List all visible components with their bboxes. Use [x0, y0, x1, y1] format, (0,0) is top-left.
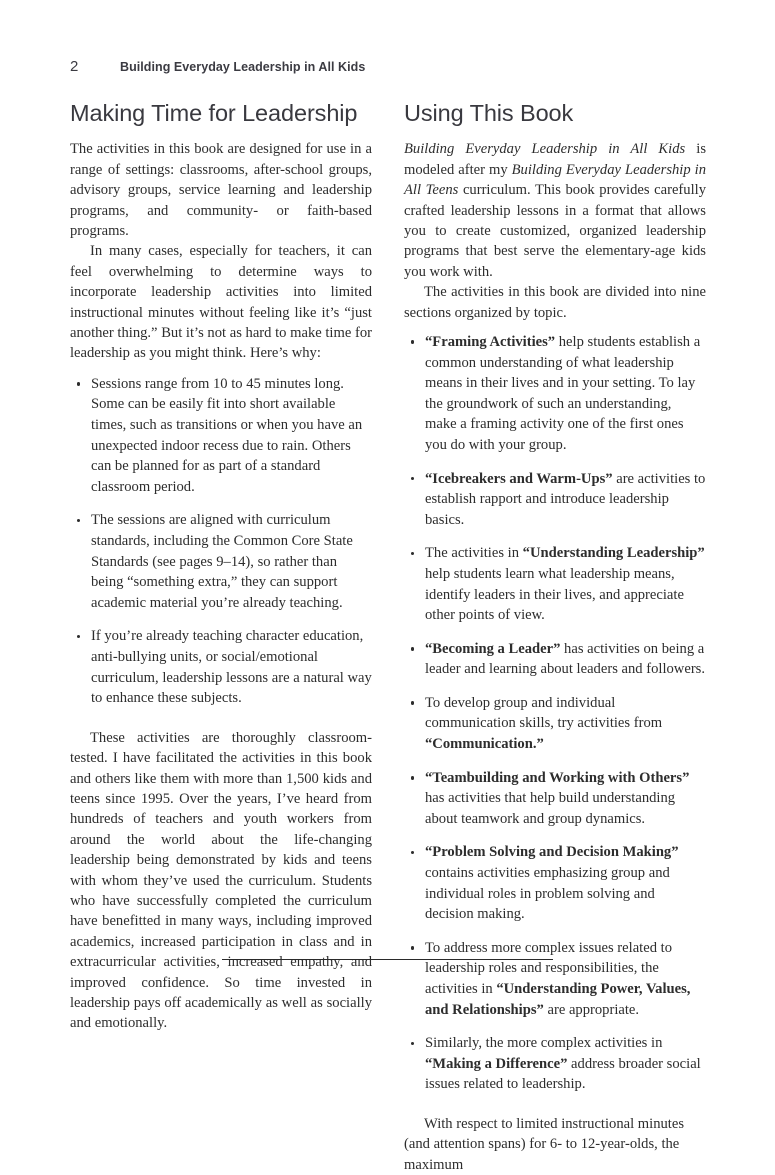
- list-item: [404, 1033, 706, 1095]
- page-number: 2: [70, 58, 79, 75]
- two-column-body: [70, 100, 706, 1173]
- section-name: “Making a Difference”: [425, 1055, 568, 1072]
- section-name: “Understanding Leadership”: [522, 545, 705, 562]
- list-item-text: help students learn what leadership means, identify leaders in their lives, and appreciate other points of view.: [425, 565, 684, 624]
- list-item-text: help students establish a common understanding of what leadership means in their lives and in your setting. To lay the groundwork of such an understanding, make a framing activity one of the first ones you do with your group.: [425, 333, 701, 453]
- left-paragraph-2: In many cases, especially for teachers, it can feel overwhelming to determine ways to incorporate leadership activities into limited instructional minutes without feeling like it’s “just another thing.” But it’s not as hard to make time for leadership as you might think. Here’s why:: [70, 243, 372, 362]
- list-item: [404, 693, 706, 755]
- left-column: [70, 100, 372, 1032]
- right-paragraph-3: With respect to limited instructional minutes (and attention spans) for 6- to 12-year-olds, the maximum: [404, 1115, 685, 1173]
- list-item-text: has activities that help build understanding about teamwork and group dynamics.: [425, 790, 676, 827]
- list-item: Sessions range from 10 to 45 minutes long. Some can be easily fit into short available times, such as transitions or when you have an unexpected indoor recess due to rain. Others can be planned for as part of a standard classroom period.: [70, 374, 372, 498]
- section-name: “Icebreakers and Warm-Ups”: [425, 470, 613, 487]
- list-item-text: are activities to establish rapport and introduce leadership basics.: [425, 470, 706, 528]
- book-title-kids: Building Everyday Leadership in All Kids: [404, 141, 686, 158]
- section-name: “Problem Solving and Decision Making”: [425, 844, 679, 861]
- right-column: [404, 100, 706, 1173]
- book-title-teens: Building Everyday Leadership in All Teens: [404, 161, 706, 199]
- list-item: [404, 543, 706, 625]
- list-item: The sessions are aligned with curriculum standards, including the Common Core State Standards (see pages 9–14), so rather than being “something extra,” they can support academic material you’re already teaching.: [70, 510, 372, 613]
- right-paragraph-1: [404, 139, 706, 282]
- footer-divider: [222, 959, 553, 960]
- right-paragraph-2: The activities in this book are divided into nine sections organized by topic.: [404, 284, 706, 321]
- left-paragraph-1: The activities in this book are designed for use in a range of settings: classrooms, after-school groups, advisory groups, service learning and leadership programs, and community- or faith-based programs.: [70, 141, 372, 239]
- list-item-prefix: To develop group and individual communication skills, try activities from: [425, 694, 663, 732]
- list-item: [404, 768, 706, 830]
- section-name: “Becoming a Leader”: [425, 640, 561, 657]
- section-name: “Teambuilding and Working with Others”: [425, 769, 690, 786]
- section-name: “Framing Activities”: [425, 333, 556, 350]
- list-item: [404, 639, 706, 680]
- section-name: “Understanding Power, Values, and Relationships”: [425, 981, 691, 1018]
- list-item-text: are appropriate.: [543, 1001, 640, 1018]
- list-item: [404, 938, 706, 1020]
- list-item: [404, 332, 706, 456]
- left-column-heading: Making Time for Leadership: [70, 100, 358, 126]
- left-bullet-list: [70, 374, 372, 709]
- section-name: “Communication.”: [425, 736, 544, 753]
- list-item-text: address broader social issues related to leadership.: [425, 1055, 701, 1093]
- list-item-text: contains activities emphasizing group and individual roles in problem solving and decision making.: [425, 865, 670, 923]
- list-item-prefix: The activities in: [425, 545, 523, 562]
- list-item-prefix: To address more complex issues related to leadership roles and responsibilities, the activities in: [425, 939, 673, 997]
- list-item: [404, 842, 706, 924]
- right-paragraph-1-text-b: curriculum. This book provides carefully crafted leadership lessons in a format that allows you to create customized, organized leadership programs that best serve the elementary-age kids you work with.: [404, 182, 706, 280]
- right-paragraph-1-text-a: is modeled after my: [404, 141, 706, 178]
- right-bullet-list: [404, 332, 706, 1095]
- list-item: [404, 469, 706, 531]
- running-head-title: Building Everyday Leadership in All Kids: [120, 60, 366, 74]
- list-item-text: has activities on being a leader and learning about leaders and followers.: [425, 640, 706, 678]
- list-item: If you’re already teaching character education, anti-bullying units, or social/emotional curriculum, leadership lessons are a natural way to enhance these subjects.: [70, 626, 372, 708]
- right-column-heading: Using This Book: [404, 100, 574, 126]
- running-head: [70, 58, 365, 75]
- left-paragraph-3: These activities are thoroughly classroom-tested. I have facilitated the activities in this book and others like them with more than 1,500 kids and teens since 1995. Over the years, I’ve heard from hundreds of teachers and youth workers from around the world about the life-changing leadership being demonstrated by kids and teens with whom they’ve used the curriculum. Students who have successfully completed the curriculum have benefitted in many ways, including improved academics, increased participation in class and in extracurricular activities, increased empathy, and improved confidence. So time invested in leadership pays off academically as well as socially and emotionally.: [70, 729, 372, 1032]
- list-item-prefix: Similarly, the more complex activities in: [425, 1035, 663, 1052]
